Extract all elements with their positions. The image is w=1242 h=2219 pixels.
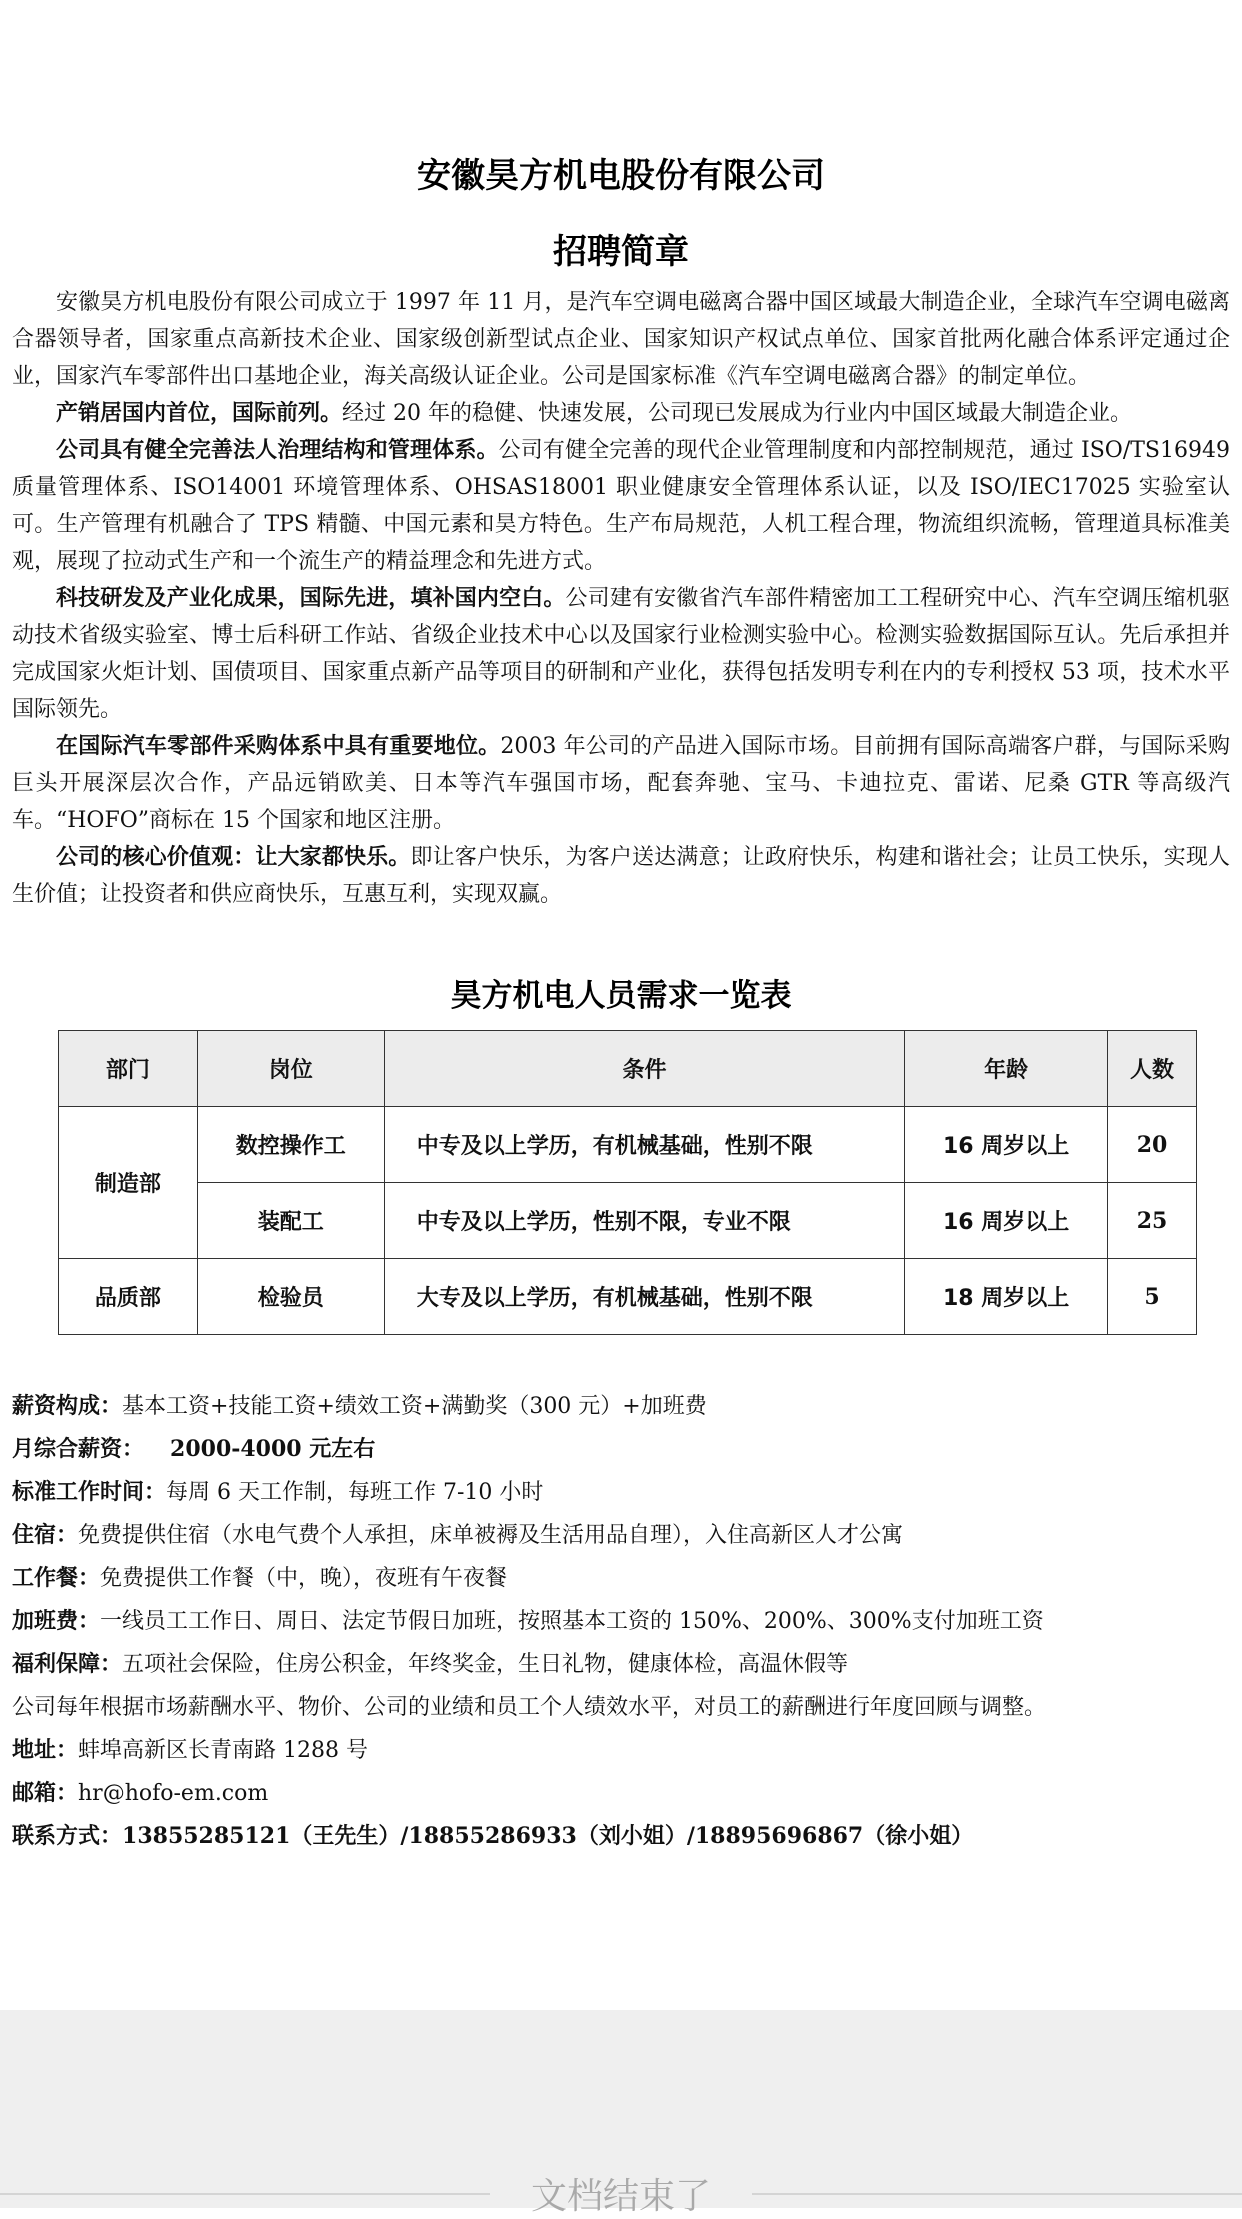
- address: 地址：蚌埠高新区长青南路 1288 号: [12, 1738, 368, 1763]
- contact: 联系方式：13855285121（王先生）/18855286933（刘小姐）/18895696867（徐小姐）: [12, 1823, 974, 1849]
- age-cell: 16 周岁以上: [905, 1183, 1108, 1259]
- email: 邮箱：hr@hofo-em.com: [12, 1781, 269, 1806]
- count-cell: 5: [1108, 1259, 1197, 1335]
- company-intro: [12, 284, 1230, 913]
- company-name: 安徽昊方机电股份有限公司: [417, 156, 825, 196]
- end-divider-right: [752, 2193, 1242, 2195]
- intro-paragraph: 产销居国内首位，国际前列。经过 20 年的稳健、快速发展，公司现已发展成为行业内中国区域最大制造企业。: [56, 401, 1132, 426]
- table-row: [59, 1107, 1197, 1183]
- intro-highlight: 在国际汽车零部件采购体系中具有重要地位。: [56, 734, 501, 759]
- intro-paragraph: 安徽昊方机电股份有限公司成立于 1997 年 11 月，是汽车空调电磁离合器中国区域最大制造企业，全球汽车空调电磁离合器领导者，国家重点高新技术企业、国家级创新型试点企业、国家知识产权试点单位、国家首批两化融合体系评定通过企业，国家汽车零部件出口基地企业，海关高级认证企业。公司是国家标准《汽车空调电磁离合器》的制定单位。: [12, 290, 1230, 389]
- age-cell: 16 周岁以上: [905, 1107, 1108, 1183]
- work-time: 标准工作时间：每周 6 天工作制，每班工作 7-10 小时: [12, 1480, 544, 1505]
- intro-highlight: 科技研发及产业化成果，国际先进，填补国内空白。: [56, 586, 566, 611]
- welfare: 福利保障：五项社会保险，住房公积金，年终奖金，生日礼物，健康体检，高温休假等: [12, 1652, 849, 1677]
- overtime-pay: 加班费：一线员工工作日、周日、法定节假日加班，按照基本工资的 150%、200%、300%支付加班工资: [12, 1609, 1044, 1634]
- header-count: 人数: [1108, 1031, 1197, 1107]
- monthly-salary: 月综合薪资： 2000-4000 元左右: [12, 1436, 376, 1462]
- intro-highlight: 产销居国内首位，国际前列。: [56, 401, 343, 426]
- page-title: 招聘简章: [553, 232, 689, 272]
- table-row: [59, 1183, 1197, 1259]
- position-cell: 检验员: [197, 1259, 384, 1335]
- intro-paragraph: 公司具有健全完善法人治理结构和管理体系。公司有健全完善的现代企业管理制度和内部控制规范，通过 ISO/TS16949 质量管理体系、ISO14001 环境管理体系、OHSAS18001 职业健康安全管理体系认证，以及 ISO/IEC17025 实验室认可。生产管理有机融合了 TPS 精髓、中国元素和昊方特色。生产布局规范，人机工程合理，物流组织流畅，管理道具标准美观，展现了拉动式生产和一个流生产的精益理念和先进方式。: [12, 438, 1230, 574]
- dept-cell: 制造部: [59, 1107, 198, 1259]
- intro-highlight: 公司的核心价值观：让大家都快乐。: [56, 845, 411, 870]
- table-header-row: [59, 1031, 1197, 1107]
- intro-paragraph: 科技研发及产业化成果，国际先进，填补国内空白。公司建有安徽省汽车部件精密加工工程研究中心、汽车空调压缩机驱动技术省级实验室、博士后科研工作站、省级企业技术中心以及国家行业检测实验中心。检测实验数据国际互认。先后承担并完成国家火炬计划、国债项目、国家重点新产品等项目的研制和产业化，获得包括发明专利在内的专利授权 53 项，技术水平国际领先。: [12, 586, 1230, 722]
- meal: 工作餐：免费提供工作餐（中，晚），夜班有午夜餐: [12, 1566, 508, 1591]
- end-of-document-label: 文档结束了: [530, 2176, 711, 2217]
- header-position: 岗位: [197, 1031, 384, 1107]
- condition-cell: 中专及以上学历，性别不限，专业不限: [384, 1183, 905, 1259]
- salary-structure: 薪资构成：基本工资+技能工资+绩效工资+满勤奖（300 元）+加班费: [12, 1394, 707, 1419]
- salary-review-note: 公司每年根据市场薪酬水平、物价、公司的业绩和员工个人绩效水平，对员工的薪酬进行年度回顾与调整。: [12, 1695, 1047, 1720]
- position-cell: 装配工: [197, 1183, 384, 1259]
- header-dept: 部门: [59, 1031, 198, 1107]
- dept-cell: 品质部: [59, 1259, 198, 1335]
- intro-paragraph: 公司的核心价值观：让大家都快乐。即让客户快乐，为客户送达满意；让政府快乐，构建和谐社会；让员工快乐，实现人生价值；让投资者和供应商快乐，互惠互利，实现双赢。: [12, 845, 1230, 907]
- condition-cell: 中专及以上学历，有机械基础，性别不限: [384, 1107, 905, 1183]
- header-age: 年龄: [905, 1031, 1108, 1107]
- header-condition: 条件: [384, 1031, 905, 1107]
- job-details: [12, 1385, 1230, 1858]
- count-cell: 20: [1108, 1107, 1197, 1183]
- age-cell: 18 周岁以上: [905, 1259, 1108, 1335]
- position-cell: 数控操作工: [197, 1107, 384, 1183]
- condition-cell: 大专及以上学历，有机械基础，性别不限: [384, 1259, 905, 1335]
- requirements-table: [58, 1030, 1197, 1335]
- housing: 住宿：免费提供住宿（水电气费个人承担，床单被褥及生活用品自理），入住高新区人才公寓: [12, 1523, 904, 1548]
- intro-paragraph: 在国际汽车零部件采购体系中具有重要地位。2003 年公司的产品进入国际市场。目前拥有国际高端客户群，与国际采购巨头开展深层次合作，产品远销欧美、日本等汽车强国市场，配套奔驰、宝马、卡迪拉克、雷诺、尼桑 GTR 等高级汽车。“HOFO”商标在 15 个国家和地区注册。: [12, 734, 1230, 833]
- intro-highlight: 公司具有健全完善法人治理结构和管理体系。: [56, 438, 499, 463]
- count-cell: 25: [1108, 1183, 1197, 1259]
- table-title: 昊方机电人员需求一览表: [450, 978, 792, 1014]
- table-row: [59, 1259, 1197, 1335]
